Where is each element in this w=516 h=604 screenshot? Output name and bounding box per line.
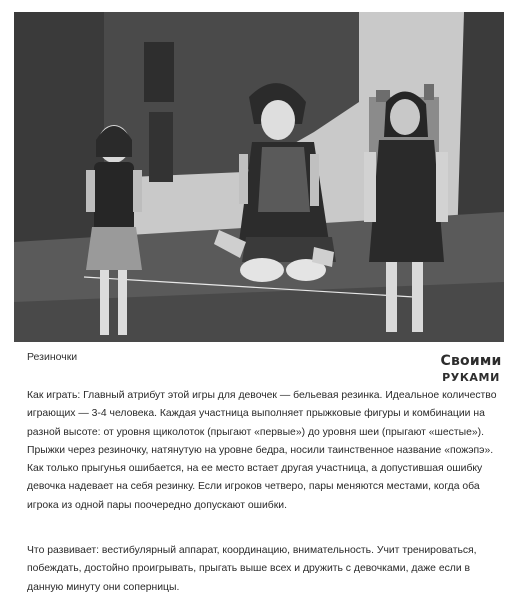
how-to-play-paragraph: Как играть: Главный атрибут этой игры для девочек — бельевая резинка. Идеальное количество играющих — 3-4 человека. Каждая участница выполняет прыжковые фигуры и комбинации на разной высоте: от уровня щиколоток (прыгают «первые») до уровня шеи (прыгают «шестые»). Прыжки через резиночку, натянутую на уровне бедра, носили таинственное название «пожэпэ». Как только прыгунья ошибается, на ее место встает другая участница, а допустившая ошибку девочка надевает на себя резинку. Если игроков четверо, пары меняются местами, когда оба игрока из одной пары поочередно допускают ошибки. [27, 390, 497, 511]
develops-paragraph: Что развивает: вестибулярный аппарат, координацию, внимательность. Учит тренироваться, побеждать, достойно проигрывать, прыгать выше всех и дружить с девочками, даже если в данную минуту они соперницы. [27, 545, 477, 593]
logo-line-1: Своими [440, 353, 502, 369]
photo-girls-jumping-elastic [14, 12, 504, 342]
photo-caption: Резиночки [27, 351, 78, 363]
photo-illustration [14, 12, 504, 342]
logo-line-2: РУКАМИ [442, 371, 500, 384]
